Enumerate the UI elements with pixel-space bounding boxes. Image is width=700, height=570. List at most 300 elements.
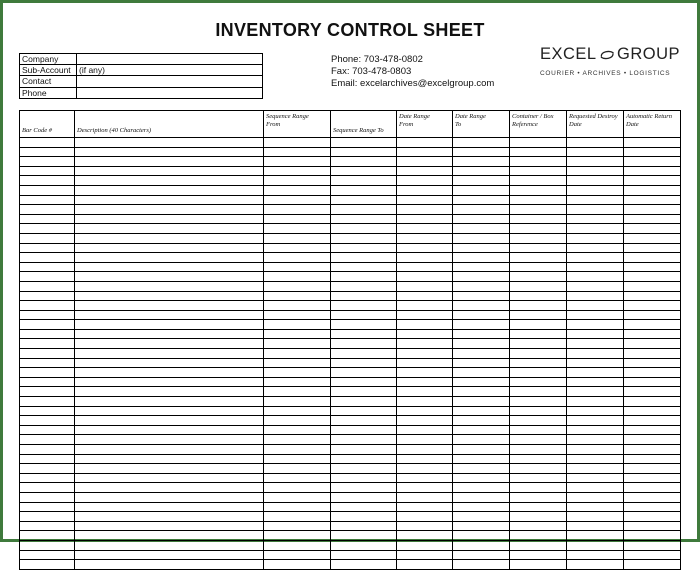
table-cell[interactable] (510, 147, 567, 157)
table-cell[interactable] (20, 483, 75, 493)
table-cell[interactable] (453, 329, 510, 339)
table-cell[interactable] (453, 416, 510, 426)
table-cell[interactable] (453, 157, 510, 167)
table-cell[interactable] (331, 435, 397, 445)
table-cell[interactable] (453, 473, 510, 483)
table-cell[interactable] (20, 157, 75, 167)
table-cell[interactable] (264, 406, 331, 416)
table-cell[interactable] (397, 214, 453, 224)
table-cell[interactable] (264, 377, 331, 387)
table-cell[interactable] (624, 310, 681, 320)
table-cell[interactable] (397, 339, 453, 349)
table-cell[interactable] (624, 233, 681, 243)
table-cell[interactable] (397, 329, 453, 339)
table-cell[interactable] (331, 416, 397, 426)
table-cell[interactable] (453, 166, 510, 176)
table-cell[interactable] (331, 301, 397, 311)
table-cell[interactable] (453, 502, 510, 512)
table-cell[interactable] (75, 397, 264, 407)
table-cell[interactable] (264, 435, 331, 445)
table-cell[interactable] (624, 377, 681, 387)
table-cell[interactable] (453, 483, 510, 493)
table-cell[interactable] (264, 262, 331, 272)
table-cell[interactable] (453, 397, 510, 407)
table-cell[interactable] (567, 377, 624, 387)
table-cell[interactable] (331, 387, 397, 397)
table-cell[interactable] (397, 157, 453, 167)
table-cell[interactable] (567, 406, 624, 416)
table-cell[interactable] (567, 560, 624, 570)
table-cell[interactable] (264, 272, 331, 282)
table-cell[interactable] (453, 387, 510, 397)
table-cell[interactable] (264, 205, 331, 215)
table-cell[interactable] (331, 176, 397, 186)
table-cell[interactable] (397, 243, 453, 253)
table-cell[interactable] (331, 147, 397, 157)
table-cell[interactable] (397, 416, 453, 426)
table-cell[interactable] (75, 214, 264, 224)
table-cell[interactable] (624, 454, 681, 464)
table-cell[interactable] (264, 243, 331, 253)
table-cell[interactable] (264, 473, 331, 483)
table-cell[interactable] (567, 272, 624, 282)
table-cell[interactable] (453, 301, 510, 311)
table-cell[interactable] (510, 368, 567, 378)
table-cell[interactable] (624, 157, 681, 167)
table-cell[interactable] (567, 224, 624, 234)
table-cell[interactable] (624, 329, 681, 339)
table-cell[interactable] (75, 492, 264, 502)
table-cell[interactable] (20, 416, 75, 426)
table-cell[interactable] (331, 224, 397, 234)
table-cell[interactable] (453, 138, 510, 148)
table-cell[interactable] (75, 329, 264, 339)
table-cell[interactable] (567, 253, 624, 263)
table-cell[interactable] (510, 185, 567, 195)
table-cell[interactable] (331, 512, 397, 522)
table-cell[interactable] (567, 339, 624, 349)
table-cell[interactable] (20, 147, 75, 157)
table-cell[interactable] (331, 531, 397, 541)
table-cell[interactable] (453, 425, 510, 435)
table-cell[interactable] (331, 454, 397, 464)
table-cell[interactable] (397, 397, 453, 407)
table-cell[interactable] (75, 560, 264, 570)
table-cell[interactable] (397, 492, 453, 502)
table-cell[interactable] (453, 406, 510, 416)
table-cell[interactable] (453, 339, 510, 349)
table-cell[interactable] (453, 281, 510, 291)
table-cell[interactable] (331, 310, 397, 320)
table-cell[interactable] (453, 531, 510, 541)
table-cell[interactable] (331, 445, 397, 455)
table-cell[interactable] (75, 339, 264, 349)
table-cell[interactable] (20, 550, 75, 560)
table-cell[interactable] (567, 233, 624, 243)
table-cell[interactable] (567, 176, 624, 186)
table-cell[interactable] (75, 406, 264, 416)
table-cell[interactable] (75, 138, 264, 148)
table-cell[interactable] (264, 492, 331, 502)
table-cell[interactable] (510, 166, 567, 176)
table-cell[interactable] (264, 425, 331, 435)
table-cell[interactable] (75, 185, 264, 195)
table-cell[interactable] (397, 502, 453, 512)
table-cell[interactable] (624, 195, 681, 205)
table-cell[interactable] (624, 387, 681, 397)
table-cell[interactable] (264, 368, 331, 378)
table-cell[interactable] (75, 425, 264, 435)
table-cell[interactable] (510, 425, 567, 435)
table-cell[interactable] (567, 205, 624, 215)
table-cell[interactable] (264, 387, 331, 397)
table-cell[interactable] (331, 320, 397, 330)
table-cell[interactable] (75, 233, 264, 243)
table-cell[interactable] (20, 310, 75, 320)
table-cell[interactable] (75, 387, 264, 397)
table-cell[interactable] (331, 262, 397, 272)
table-cell[interactable] (453, 205, 510, 215)
table-cell[interactable] (453, 291, 510, 301)
table-cell[interactable] (264, 454, 331, 464)
table-cell[interactable] (567, 454, 624, 464)
table-cell[interactable] (264, 445, 331, 455)
table-cell[interactable] (453, 492, 510, 502)
table-cell[interactable] (331, 550, 397, 560)
table-cell[interactable] (397, 377, 453, 387)
table-cell[interactable] (264, 512, 331, 522)
table-cell[interactable] (510, 377, 567, 387)
table-cell[interactable] (331, 166, 397, 176)
table-cell[interactable] (264, 416, 331, 426)
table-cell[interactable] (510, 253, 567, 263)
table-cell[interactable] (264, 358, 331, 368)
table-cell[interactable] (264, 531, 331, 541)
table-cell[interactable] (624, 224, 681, 234)
table-cell[interactable] (453, 176, 510, 186)
table-cell[interactable] (75, 320, 264, 330)
table-cell[interactable] (624, 243, 681, 253)
table-cell[interactable] (510, 291, 567, 301)
table-cell[interactable] (75, 253, 264, 263)
table-cell[interactable] (264, 166, 331, 176)
table-cell[interactable] (624, 138, 681, 148)
table-cell[interactable] (331, 281, 397, 291)
table-cell[interactable] (510, 157, 567, 167)
table-cell[interactable] (20, 253, 75, 263)
company-field[interactable] (77, 54, 263, 65)
table-cell[interactable] (510, 502, 567, 512)
table-cell[interactable] (510, 339, 567, 349)
table-cell[interactable] (75, 291, 264, 301)
table-cell[interactable] (264, 397, 331, 407)
table-cell[interactable] (567, 291, 624, 301)
table-cell[interactable] (20, 243, 75, 253)
table-cell[interactable] (624, 205, 681, 215)
table-cell[interactable] (264, 233, 331, 243)
table-cell[interactable] (624, 176, 681, 186)
table-cell[interactable] (510, 521, 567, 531)
table-cell[interactable] (624, 339, 681, 349)
table-cell[interactable] (75, 147, 264, 157)
table-cell[interactable] (397, 387, 453, 397)
table-cell[interactable] (75, 416, 264, 426)
sub-account-field[interactable]: (if any) (77, 65, 263, 76)
table-cell[interactable] (567, 301, 624, 311)
table-cell[interactable] (510, 473, 567, 483)
table-cell[interactable] (264, 195, 331, 205)
table-cell[interactable] (75, 521, 264, 531)
table-cell[interactable] (510, 445, 567, 455)
table-cell[interactable] (20, 185, 75, 195)
table-cell[interactable] (453, 550, 510, 560)
table-cell[interactable] (397, 483, 453, 493)
table-cell[interactable] (75, 205, 264, 215)
table-cell[interactable] (453, 262, 510, 272)
table-cell[interactable] (264, 176, 331, 186)
table-cell[interactable] (453, 185, 510, 195)
table-cell[interactable] (75, 301, 264, 311)
table-cell[interactable] (624, 253, 681, 263)
table-cell[interactable] (331, 272, 397, 282)
table-cell[interactable] (624, 560, 681, 570)
table-cell[interactable] (331, 291, 397, 301)
table-cell[interactable] (75, 358, 264, 368)
table-cell[interactable] (331, 185, 397, 195)
table-cell[interactable] (397, 253, 453, 263)
table-cell[interactable] (264, 521, 331, 531)
table-cell[interactable] (510, 550, 567, 560)
table-cell[interactable] (331, 195, 397, 205)
table-cell[interactable] (510, 301, 567, 311)
table-cell[interactable] (331, 329, 397, 339)
table-cell[interactable] (567, 445, 624, 455)
table-cell[interactable] (20, 224, 75, 234)
table-cell[interactable] (567, 358, 624, 368)
table-cell[interactable] (264, 214, 331, 224)
table-cell[interactable] (264, 310, 331, 320)
table-cell[interactable] (510, 435, 567, 445)
table-cell[interactable] (331, 377, 397, 387)
table-cell[interactable] (510, 233, 567, 243)
table-cell[interactable] (567, 492, 624, 502)
table-cell[interactable] (75, 195, 264, 205)
table-cell[interactable] (75, 502, 264, 512)
table-cell[interactable] (264, 138, 331, 148)
table-cell[interactable] (510, 358, 567, 368)
table-cell[interactable] (624, 358, 681, 368)
table-cell[interactable] (453, 349, 510, 359)
table-cell[interactable] (453, 253, 510, 263)
table-cell[interactable] (624, 272, 681, 282)
table-cell[interactable] (20, 464, 75, 474)
table-cell[interactable] (397, 320, 453, 330)
table-cell[interactable] (264, 483, 331, 493)
table-cell[interactable] (624, 397, 681, 407)
table-cell[interactable] (331, 502, 397, 512)
table-cell[interactable] (624, 406, 681, 416)
table-cell[interactable] (20, 512, 75, 522)
table-cell[interactable] (397, 281, 453, 291)
table-cell[interactable] (624, 521, 681, 531)
table-cell[interactable] (510, 483, 567, 493)
table-cell[interactable] (20, 205, 75, 215)
table-cell[interactable] (453, 358, 510, 368)
table-cell[interactable] (510, 387, 567, 397)
table-cell[interactable] (453, 147, 510, 157)
table-cell[interactable] (453, 560, 510, 570)
table-cell[interactable] (567, 243, 624, 253)
table-cell[interactable] (20, 233, 75, 243)
table-cell[interactable] (397, 195, 453, 205)
table-cell[interactable] (397, 445, 453, 455)
table-cell[interactable] (397, 521, 453, 531)
table-cell[interactable] (397, 435, 453, 445)
table-cell[interactable] (20, 502, 75, 512)
table-cell[interactable] (567, 368, 624, 378)
table-cell[interactable] (331, 397, 397, 407)
table-cell[interactable] (264, 147, 331, 157)
table-cell[interactable] (75, 157, 264, 167)
table-cell[interactable] (331, 473, 397, 483)
table-cell[interactable] (510, 243, 567, 253)
table-cell[interactable] (331, 483, 397, 493)
table-cell[interactable] (75, 166, 264, 176)
table-cell[interactable] (264, 550, 331, 560)
table-cell[interactable] (264, 185, 331, 195)
table-cell[interactable] (264, 224, 331, 234)
table-cell[interactable] (397, 349, 453, 359)
table-cell[interactable] (510, 214, 567, 224)
table-cell[interactable] (624, 483, 681, 493)
table-cell[interactable] (567, 349, 624, 359)
table-cell[interactable] (453, 195, 510, 205)
table-cell[interactable] (510, 406, 567, 416)
table-cell[interactable] (510, 205, 567, 215)
table-cell[interactable] (567, 531, 624, 541)
table-cell[interactable] (624, 473, 681, 483)
table-cell[interactable] (331, 233, 397, 243)
table-cell[interactable] (453, 512, 510, 522)
table-cell[interactable] (20, 301, 75, 311)
table-cell[interactable] (567, 425, 624, 435)
table-cell[interactable] (397, 531, 453, 541)
table-cell[interactable] (624, 281, 681, 291)
table-cell[interactable] (397, 358, 453, 368)
table-cell[interactable] (453, 310, 510, 320)
table-cell[interactable] (20, 349, 75, 359)
table-cell[interactable] (510, 464, 567, 474)
table-cell[interactable] (567, 195, 624, 205)
table-cell[interactable] (624, 214, 681, 224)
table-cell[interactable] (264, 502, 331, 512)
table-cell[interactable] (624, 425, 681, 435)
table-cell[interactable] (567, 320, 624, 330)
table-cell[interactable] (331, 214, 397, 224)
table-cell[interactable] (510, 512, 567, 522)
table-cell[interactable] (397, 147, 453, 157)
table-cell[interactable] (453, 521, 510, 531)
table-cell[interactable] (397, 464, 453, 474)
table-cell[interactable] (331, 349, 397, 359)
table-cell[interactable] (567, 512, 624, 522)
table-cell[interactable] (331, 464, 397, 474)
table-cell[interactable] (567, 416, 624, 426)
table-cell[interactable] (331, 406, 397, 416)
table-cell[interactable] (20, 329, 75, 339)
table-cell[interactable] (624, 291, 681, 301)
table-cell[interactable] (510, 224, 567, 234)
table-cell[interactable] (624, 445, 681, 455)
table-cell[interactable] (510, 349, 567, 359)
table-cell[interactable] (567, 262, 624, 272)
phone-field[interactable] (77, 87, 263, 98)
table-cell[interactable] (567, 214, 624, 224)
table-cell[interactable] (510, 531, 567, 541)
table-cell[interactable] (331, 205, 397, 215)
table-cell[interactable] (75, 483, 264, 493)
table-cell[interactable] (20, 531, 75, 541)
table-cell[interactable] (624, 464, 681, 474)
table-cell[interactable] (20, 281, 75, 291)
table-cell[interactable] (20, 291, 75, 301)
table-cell[interactable] (20, 473, 75, 483)
table-cell[interactable] (567, 157, 624, 167)
table-cell[interactable] (453, 368, 510, 378)
table-cell[interactable] (75, 349, 264, 359)
table-cell[interactable] (510, 560, 567, 570)
table-cell[interactable] (397, 224, 453, 234)
table-cell[interactable] (624, 301, 681, 311)
table-cell[interactable] (624, 147, 681, 157)
table-cell[interactable] (510, 492, 567, 502)
table-cell[interactable] (510, 454, 567, 464)
table-cell[interactable] (510, 176, 567, 186)
table-cell[interactable] (264, 281, 331, 291)
table-cell[interactable] (75, 550, 264, 560)
table-cell[interactable] (264, 329, 331, 339)
table-cell[interactable] (20, 425, 75, 435)
table-cell[interactable] (397, 185, 453, 195)
table-cell[interactable] (624, 416, 681, 426)
table-cell[interactable] (20, 406, 75, 416)
table-cell[interactable] (510, 138, 567, 148)
table-cell[interactable] (331, 521, 397, 531)
table-cell[interactable] (624, 502, 681, 512)
table-cell[interactable] (624, 262, 681, 272)
table-cell[interactable] (510, 320, 567, 330)
table-cell[interactable] (331, 492, 397, 502)
table-cell[interactable] (20, 445, 75, 455)
table-cell[interactable] (331, 157, 397, 167)
table-cell[interactable] (453, 214, 510, 224)
table-cell[interactable] (397, 473, 453, 483)
table-cell[interactable] (624, 435, 681, 445)
table-cell[interactable] (510, 262, 567, 272)
table-cell[interactable] (75, 454, 264, 464)
table-cell[interactable] (510, 329, 567, 339)
table-cell[interactable] (624, 531, 681, 541)
table-cell[interactable] (567, 397, 624, 407)
table-cell[interactable] (453, 320, 510, 330)
table-cell[interactable] (20, 492, 75, 502)
table-cell[interactable] (567, 435, 624, 445)
table-cell[interactable] (624, 349, 681, 359)
table-cell[interactable] (510, 195, 567, 205)
table-cell[interactable] (331, 339, 397, 349)
table-cell[interactable] (567, 473, 624, 483)
table-cell[interactable] (397, 454, 453, 464)
